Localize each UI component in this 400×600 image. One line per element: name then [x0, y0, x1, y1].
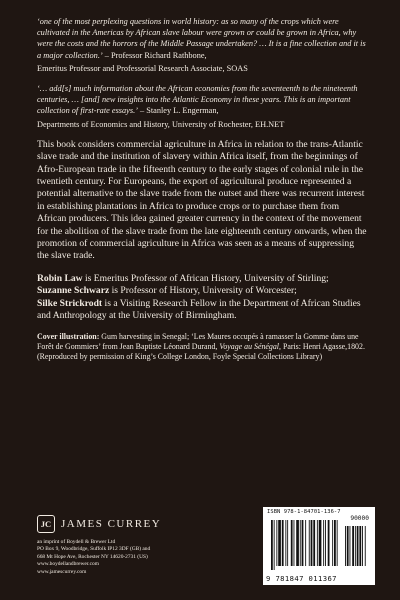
publisher-line: 668 Mt Hope Ave, Rochester NY 14620-2731 (US) — [37, 553, 148, 560]
author-bios — [37, 273, 367, 323]
author-name: Silke Strickrodt — [37, 297, 103, 309]
back-cover-text — [37, 16, 367, 363]
endorsement-quote: ‘… add[s] much information about the African economies from the seventeenth to the nineteenth centuries, … [and] new insights into the Atlantic Economy in these years. This is an important collection of first-rate essays.’ — [37, 84, 358, 116]
cover-source-title: Voyage au Sénégal — [219, 341, 279, 351]
publisher-logo-icon: JC — [37, 515, 55, 533]
book-description: This book considers commercial agriculture in Africa in relation to the trans-Atlantic slave trade and the institution of slavery within Africa itself, from the beginnings of Afro-European trade in the fifteenth century to the early stages of colonial rule in the twentieth century. For Europeans, the export of agricultural produce represented a potential alternative to the slave trade from the outset and there was recurrent interest in establishing plantations in Africa to produce crops or to purchase them from African producers. This idea gained greater currency in the context of the movement for the abolition of the slave trade from the late eighteenth century onwards, when the promotion of commercial agriculture in Africa was seen as a means of suppressing the slave trade. — [37, 138, 367, 262]
publisher-line: www.jamescurrey.com — [37, 568, 87, 575]
endorsement-affiliation: Departments of Economics and History, University of Rochester, EH.NET — [37, 119, 285, 129]
author-name: Robin Law — [37, 272, 83, 284]
cover-text: , Paris: Henri Agasse,1802. (Reproduced by permission of King’s College London, Foyle Special Collections Library) — [37, 341, 365, 362]
author-bio-text: is a Visiting Research Fellow in the Department of African Studies and Anthropology at the University of Birmingham. — [37, 297, 361, 322]
publisher-line: PO Box 9, Woodbridge, Suffolk IP12 3DF (GB) and — [37, 546, 151, 553]
author-bio-text: is Emeritus Professor of African History, University of Stirling; — [82, 272, 329, 284]
publisher-line: www.boydellandbrewer.com — [37, 561, 99, 568]
author-bio-text: is Professor of History, University of Worcester; — [109, 285, 297, 297]
endorsement-attribution: – Professor Richard Rathbone, — [102, 50, 207, 60]
author-bio — [37, 298, 367, 323]
endorsement-2 — [37, 83, 367, 130]
isbn-label: ISBN 978-1-84701-136-7 — [267, 509, 341, 515]
isbn-barcode — [263, 507, 375, 585]
endorsement-1 — [37, 16, 367, 74]
publisher-line: an imprint of Boydell & Brewer Ltd — [37, 539, 116, 545]
barcode-bars — [269, 516, 369, 574]
publisher-name: JAMES CURREY — [61, 518, 162, 530]
cover-illustration-credit — [37, 332, 367, 363]
endorsement-attribution: – Stanley L. Engerman, — [137, 106, 219, 116]
price-code: 90000 — [350, 515, 369, 522]
cover-text: Gum harvesting in Senegal; ‘Les Maures occupés à ramasser la Gomme dans une Forêt de Gommiers’ from Jean Baptiste Léonard Durand, — [37, 331, 359, 351]
endorsement-affiliation: Emeritus Professor and Professorial Research Associate, SOAS — [37, 63, 248, 73]
cover-label: Cover illustration: — [37, 331, 100, 341]
endorsement-quote: ‘one of the most perplexing questions in world history: as so many of the crops which were cultivated in the Americas by African slave labour were grown or could be grown in Africa, why were the costs and the horrors of the Middle Passage undertaken? … It is a fine collection and it is a major collection.’ — [37, 17, 366, 60]
author-bio — [37, 285, 367, 297]
isbn-digits: 9 781847 011367 — [266, 574, 337, 583]
publisher-block — [37, 515, 237, 576]
author-name: Suzanne Schwarz — [37, 285, 110, 297]
author-bio — [37, 273, 367, 285]
